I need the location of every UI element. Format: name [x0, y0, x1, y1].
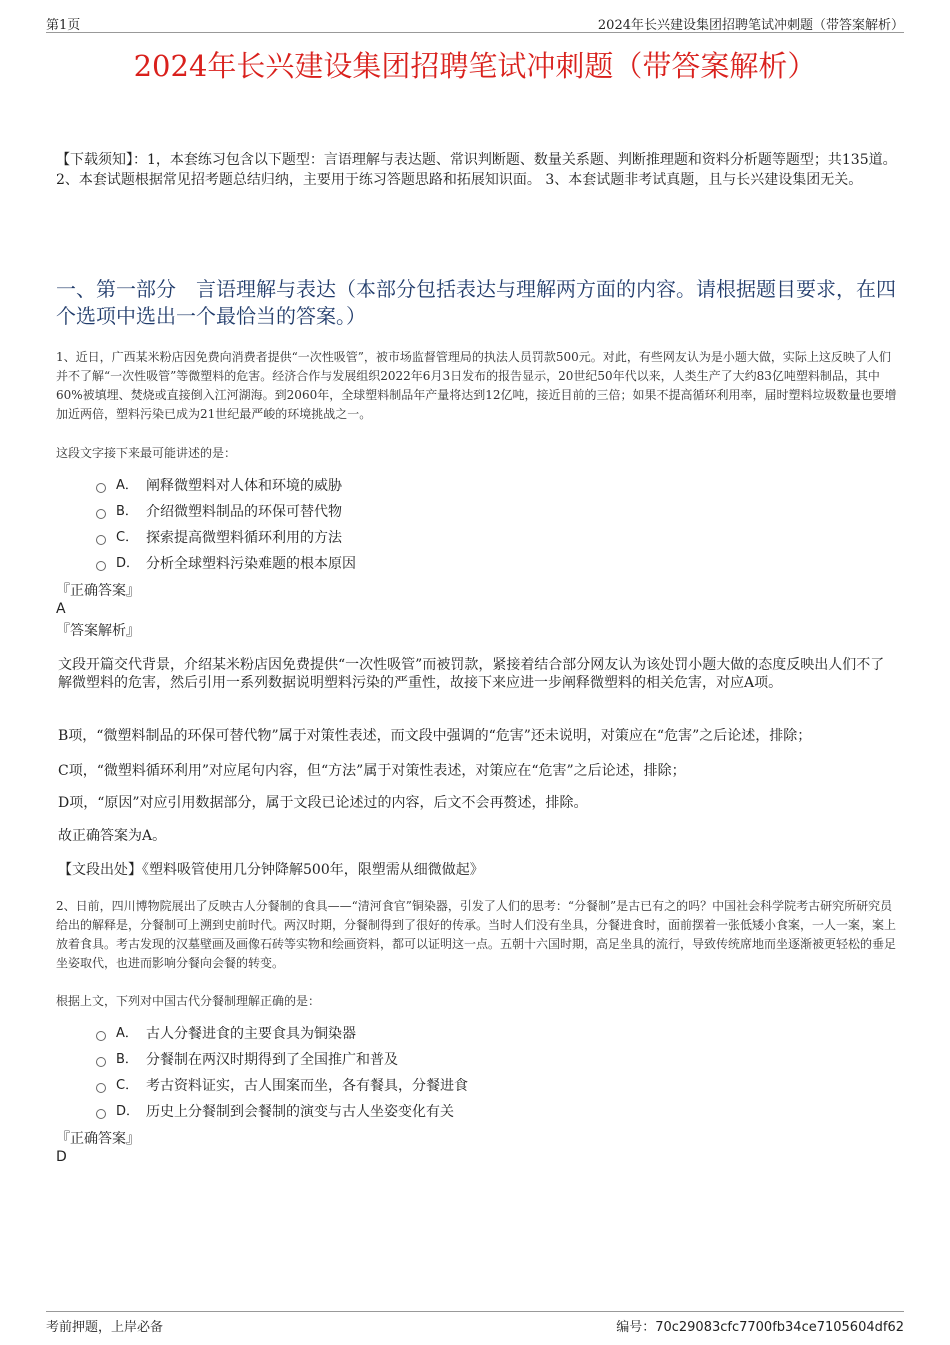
radio-icon[interactable]	[96, 561, 106, 571]
question-2-prompt: 根据上文，下列对中国古代分餐制理解正确的是：	[56, 994, 321, 1008]
analysis-label: 『答案解析』	[56, 623, 140, 639]
option-c[interactable]: C． 考古资料证实，古人围案而坐，各有餐具，分餐进食	[96, 1073, 468, 1099]
page-header	[46, 14, 904, 33]
analysis-paragraph: B项，“微塑料制品的环保可替代物”属于对策性表述，而文段中强调的“危害”还未说明，对策应在“危害”之后论述，排除；	[58, 728, 812, 744]
radio-icon[interactable]	[96, 483, 106, 493]
header-doc-title: 2024年长兴建设集团招聘笔试冲刺题（带答案解析）	[597, 18, 904, 33]
radio-icon[interactable]	[96, 1031, 106, 1041]
answer-label: 『正确答案』	[56, 583, 140, 599]
option-a[interactable]: A． 古人分餐进食的主要食具为铜染器	[96, 1021, 468, 1047]
option-d[interactable]: D． 历史上分餐制到会餐制的演变与古人坐姿变化有关	[96, 1099, 468, 1125]
radio-icon[interactable]	[96, 535, 106, 545]
radio-icon[interactable]	[96, 509, 106, 519]
question-1-prompt: 这段文字接下来最可能讲述的是：	[56, 446, 237, 460]
analysis-paragraph: 故正确答案为A。	[58, 828, 167, 844]
source-note: 【文段出处】《塑料吸管使用几分钟降解500年，限塑需从细微做起》	[58, 862, 484, 878]
analysis-paragraph: C项，“微塑料循环利用”对应尾句内容，但“方法”属于对策性表述，对策应在“危害”之后论述，排除；	[58, 763, 686, 779]
download-notice: 【下载须知】：1，本套练习包含以下题型：言语理解与表达题、常识判断题、数量关系题、判断推理题和资料分析题等题型；共135道。 2、本套试题根据常见招考题总结归纳，主要用于练习答题思路和拓展知识面。 3、本套试题非考试真题，且与长兴建设集团无关。	[56, 152, 897, 188]
question-2-options	[96, 1021, 468, 1125]
question-1-text: 1、近日，广西某米粉店因免费向消费者提供“一次性吸管”，被市场监督管理局的执法人员罚款500元。对此，有些网友认为是小题大做，实际上这反映了人们并不了解“一次性吸管”等微塑料的危害。经济合作与发展组织2022年6月3日发布的报告显示，20世纪50年代以来，人类生产了大约83亿吨塑料制品，其中60%被填埋、焚烧或直接倒入江河湖海。到2060年，全球塑料制品年产量将达到12亿吨，接近目前的三倍；如果不提高循环利用率，届时塑料垃圾数量也要增加近两倍，塑料污染已成为21世纪最严峻的环境挑战之一。	[56, 350, 897, 421]
page-footer	[46, 1311, 904, 1334]
footer-code: 编号：70c29083cfc7700fb34ce7105604df62	[616, 1320, 904, 1335]
section-heading: 一、第一部分 言语理解与表达（本部分包括表达与理解两方面的内容。请根据题目要求，在四个选项中选出一个最恰当的答案。）	[56, 277, 896, 328]
option-c[interactable]: C． 探索提高微塑料循环利用的方法	[96, 525, 356, 551]
analysis-paragraph: 文段开篇交代背景，介绍某米粉店因免费提供“一次性吸管”而被罚款，紧接着结合部分网友认为该处罚小题大做的态度反映出人们不了解微塑料的危害，然后引用一系列数据说明塑料污染的严重性，故接下来应进一步阐释微塑料的相关危害，对应A项。	[58, 657, 885, 691]
option-b[interactable]: B． 介绍微塑料制品的环保可替代物	[96, 499, 356, 525]
question-1-options	[96, 473, 356, 577]
radio-icon[interactable]	[96, 1109, 106, 1119]
answer-value: D	[56, 1149, 67, 1165]
option-a[interactable]: A． 阐释微塑料对人体和环境的威胁	[96, 473, 356, 499]
option-d[interactable]: D． 分析全球塑料污染难题的根本原因	[96, 551, 356, 577]
analysis-paragraph: D项，“原因”对应引用数据部分，属于文段已论述过的内容，后文不会再赘述，排除。	[58, 795, 588, 811]
document-title: 2024年长兴建设集团招聘笔试冲刺题（带答案解析）	[133, 49, 817, 83]
radio-icon[interactable]	[96, 1057, 106, 1067]
footer-slogan: 考前押题，上岸必备	[46, 1320, 164, 1335]
answer-value: A	[56, 601, 66, 617]
option-b[interactable]: B． 分餐制在两汉时期得到了全国推广和普及	[96, 1047, 468, 1073]
question-2-text: 2、日前，四川博物院展出了反映古人分餐制的食具——“清河食官”铜染器，引发了人们的思考：“分餐制”是古已有之的吗？中国社会科学院考古研究所研究员给出的解释是，分餐制可上溯到史前时代。两汉时期，分餐制得到了很好的传承。当时人们没有坐具，分餐进食时，面前摆着一张低矮小食案，一人一案，案上放着食具。考古发现的汉墓壁画及画像石砖等实物和绘画资料，都可以证明这一点。五朝十六国时期，高足坐具的流行，导致传统席地而坐逐渐被更轻松的垂足坐姿取代，也进而影响分餐向会餐的转变。	[56, 899, 897, 970]
page-number: 第1页	[46, 18, 81, 33]
radio-icon[interactable]	[96, 1083, 106, 1093]
answer-label: 『正确答案』	[56, 1131, 140, 1147]
